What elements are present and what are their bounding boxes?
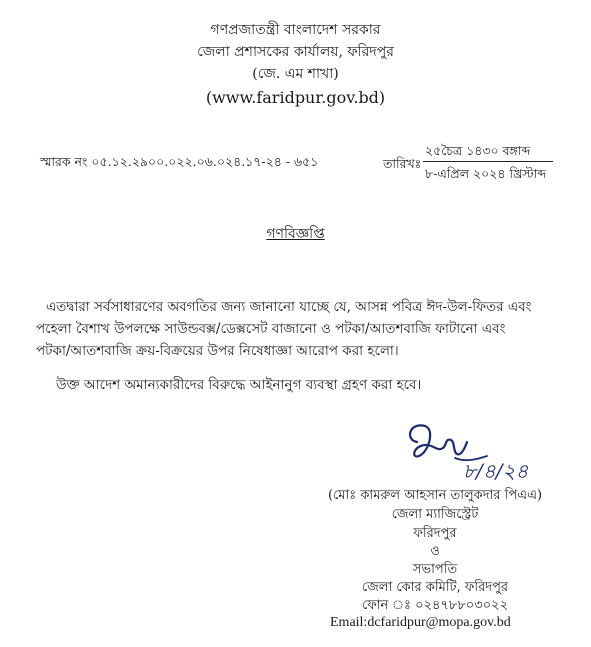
body-line-1: এতদ্বারা সর্বসাধারণের অবগতির জন্য জানানো যাচ্ছে যে, আসন্ন পবিত্র ঈদ-উল-ফিতর এবং — [46, 299, 532, 315]
signature-date: ৮/৪/২৪ — [463, 459, 529, 483]
and-text: ও — [430, 544, 440, 559]
handwritten-signature — [395, 412, 545, 492]
govt-title: গণপ্রজাতন্ত্রী বাংলাদেশ সরকার — [210, 22, 381, 38]
office-title: জেলা প্রশাসকের কার্যালয়, ফরিদপুর — [197, 44, 394, 60]
signatory-name: (মোঃ কামরুল আহসান তালুকদার পিএএ) — [327, 488, 543, 503]
signatory-designation: জেলা ম্যাজিস্ট্রেট — [391, 507, 479, 522]
signatory-district: ফরিদপুর — [413, 526, 457, 541]
body-line-3: পটকা/আতশবাজি ক্রয়-বিক্রয়ের উপর নিষেধাজ্ঞা আরোপ করা হলো। — [36, 343, 399, 359]
chair-title: সভাপতি — [412, 562, 458, 577]
body-line-2: পহেলা বৈশাখ উপলক্ষে সাউন্ডবক্স/ডেক্সসেট বাজানো ও পটকা/আতশবাজি ফাটানো এবং — [36, 321, 506, 337]
date-bangla: ২৫চৈত্র ১৪৩০ বঙ্গাব্দ — [425, 143, 531, 158]
website-link[interactable]: (www.faridpur.gov.bd) — [205, 88, 386, 107]
email-link[interactable]: Email:dcfaridpur@mopa.gov.bd — [330, 615, 511, 630]
section-title: (জে. এম শাখা) — [252, 66, 339, 82]
committee-name: জেলা কোর কমিটি, ফরিদপুর — [361, 580, 509, 595]
date-label: তারিখঃ — [383, 156, 422, 171]
date-divider — [423, 161, 553, 162]
memo-number: স্মারক নং ০৫.১২.২৯০০.০২২.০৬.০২৪.১৭-২৪ - ৬৫১ — [40, 154, 319, 169]
body-line-4: উক্ত আদেশ অমান্যকারীদের বিরুদ্ধে আইনানুগ ব্যবস্থা গ্রহণ করা হবে। — [56, 377, 422, 393]
notice-title: গণবিজ্ঞপ্তি — [266, 226, 325, 242]
date-english: ৮-এপ্রিল ২০২৪ খ্রিস্টাব্দ — [425, 166, 547, 181]
phone-number: ফোন ঃ ০২৪৭৮৮০৩০২২ — [361, 598, 509, 613]
